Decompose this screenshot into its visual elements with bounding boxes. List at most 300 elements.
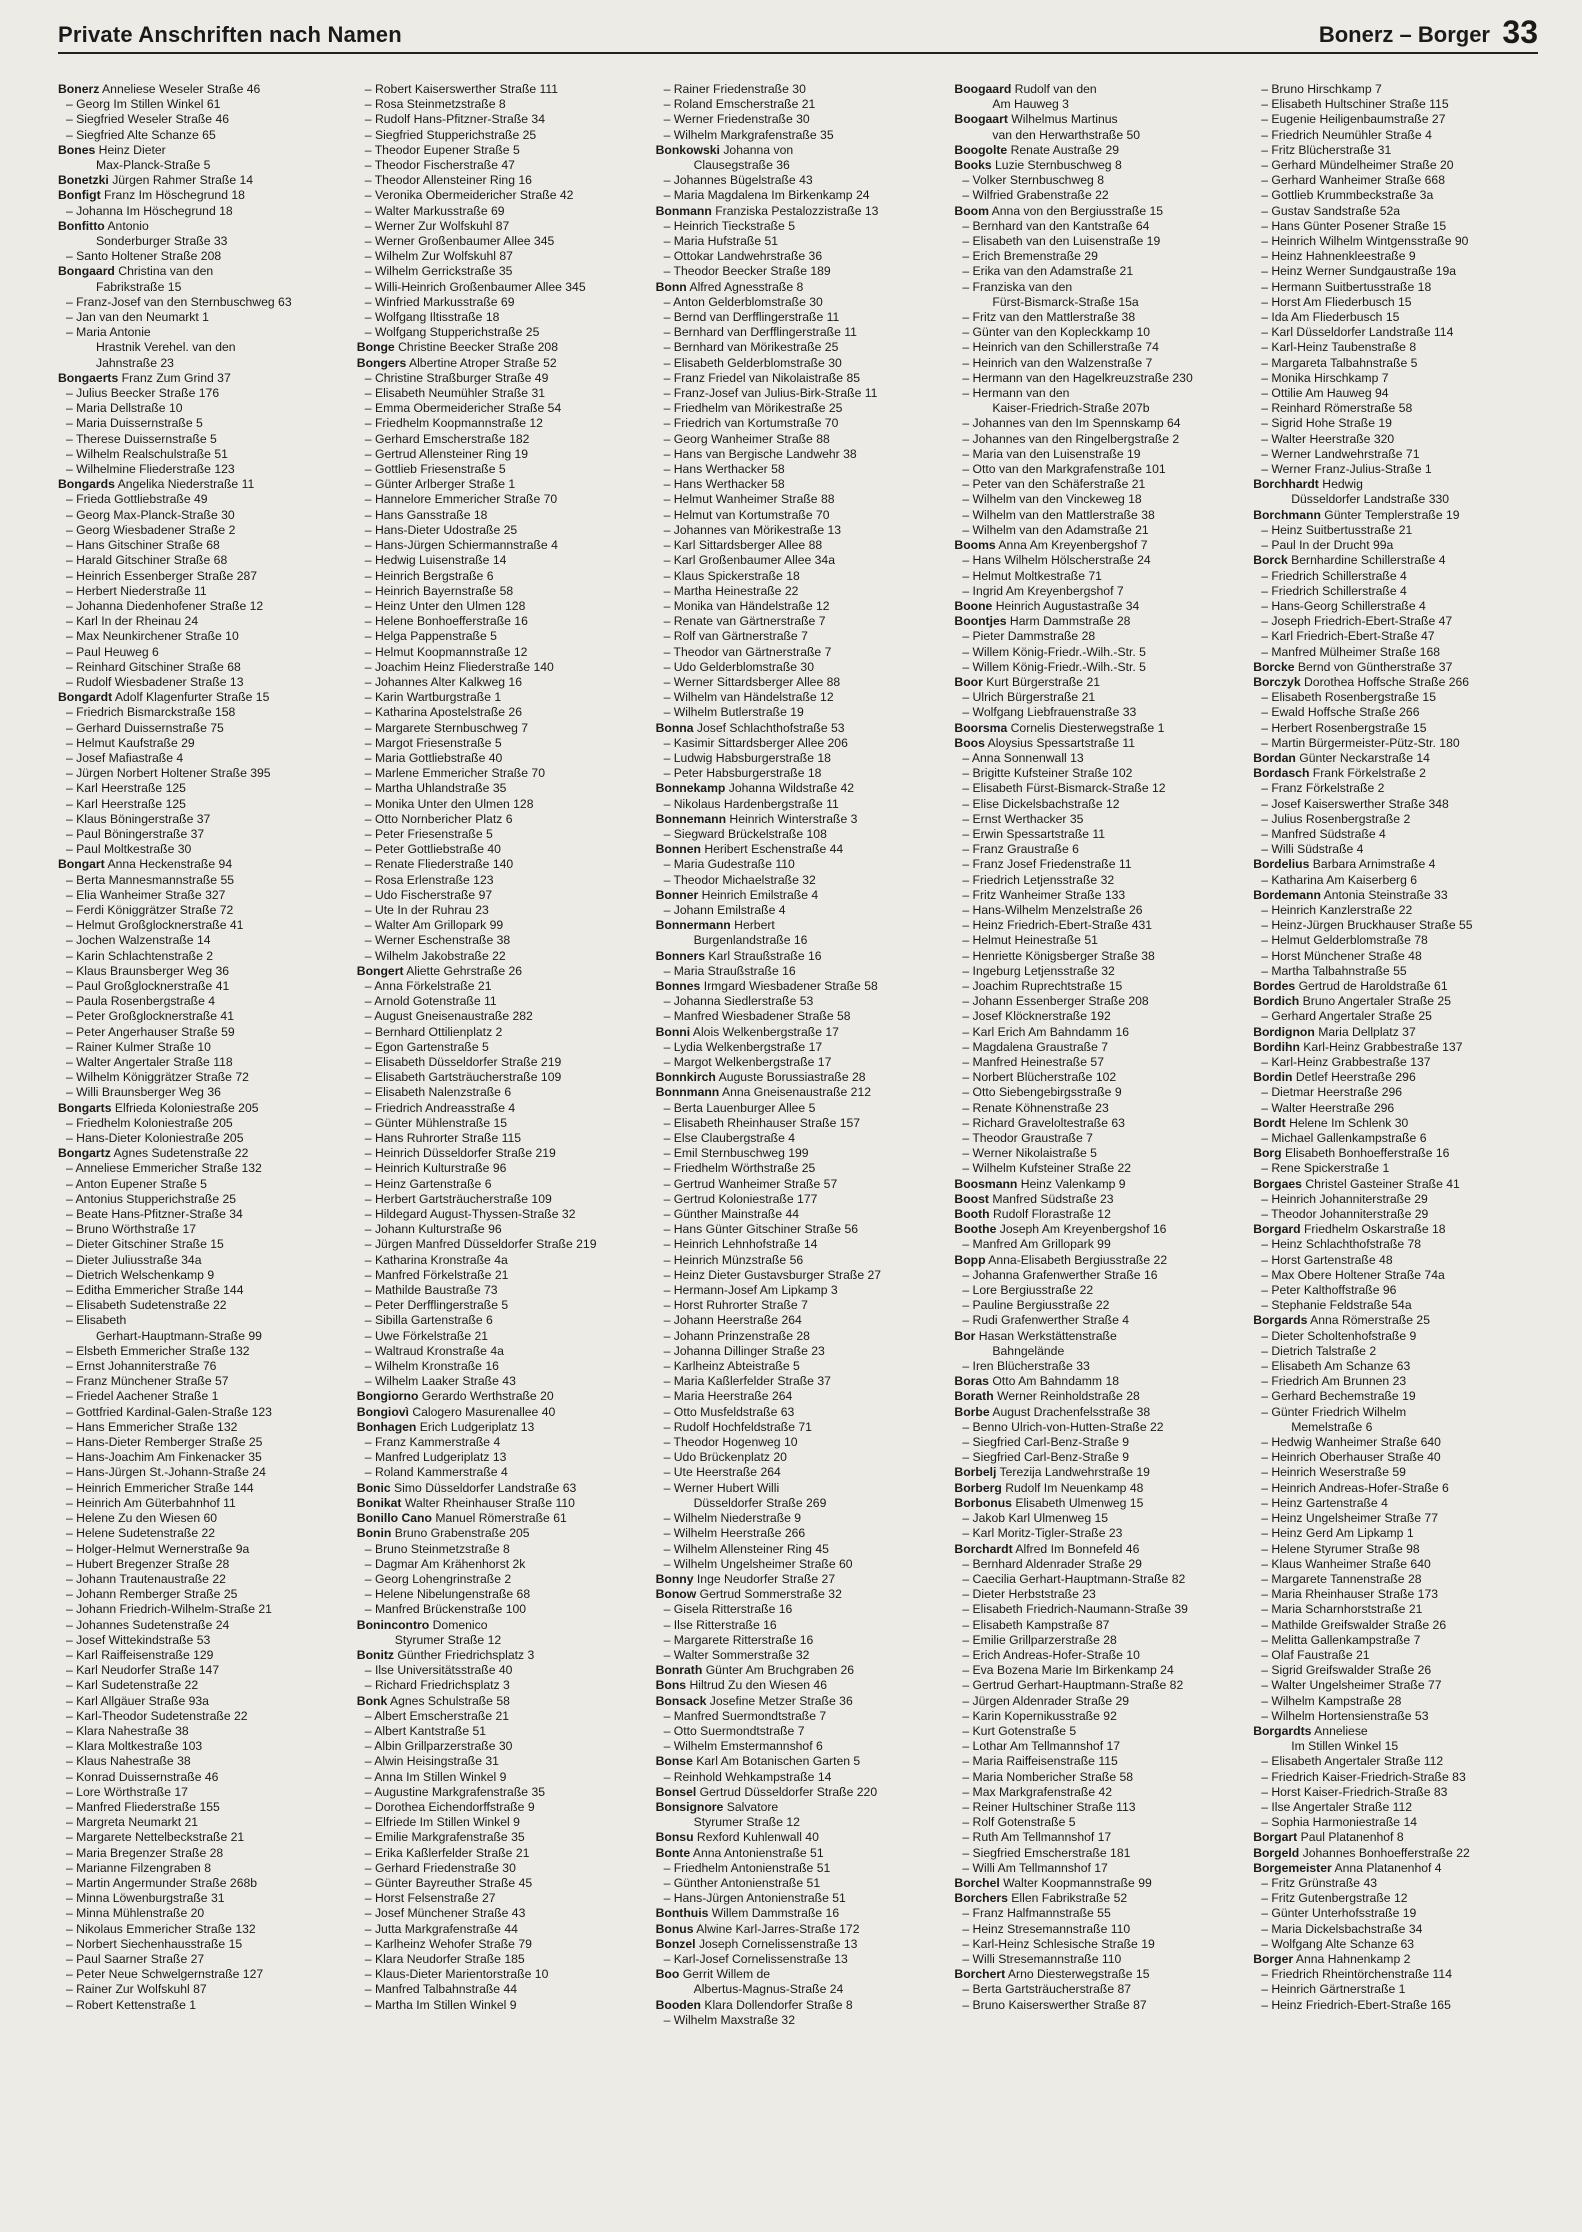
entry-sub: – Walter Angertaler Straße 118 — [66, 1055, 233, 1069]
entry-head — [1253, 1040, 1538, 1055]
entry-sub: – Hans Emmericher Straße 132 — [66, 1419, 238, 1434]
entry-sub: – Friedrich Am Brunnen 23 — [1261, 1374, 1407, 1389]
surname: Borchardt — [954, 1541, 1013, 1556]
entry-head — [1253, 888, 1538, 903]
entry-sub: – Wilhelm Kufsteiner Straße 22 — [962, 1161, 1132, 1176]
entry-sub: – Gertrud Koloniestraße 177 — [663, 1191, 818, 1206]
entry-sub: – Johann Heerstraße 264 — [663, 1313, 802, 1328]
surname: Bonic — [356, 1480, 391, 1495]
entry-sub: – Brigitte Kufsteiner Straße 102 — [962, 766, 1133, 781]
entry-head — [1253, 1313, 1538, 1328]
entry-sub: – Karl Heerstraße 125 — [66, 796, 186, 811]
entry-sub: – Bernhard van den Kantstraße 64 — [962, 218, 1150, 233]
entry-sub: – Paul Böningerstraße 37 — [66, 826, 205, 841]
entry-head — [656, 812, 941, 827]
surname: Bonnemann — [655, 811, 727, 826]
entry-sub: – Theodor Michaelstraße 32 — [663, 872, 816, 887]
entry-sub: – Bruno Kaiserswerther Straße 87 — [962, 1997, 1147, 2012]
surname: Bonte — [655, 1845, 691, 1860]
entry-sub: – Hans-Joachim Am Finkenacker 35 — [66, 1450, 262, 1465]
surname: Borbelj — [954, 1465, 997, 1480]
entry-sub: – Johannes Bügelstraße 43 — [663, 173, 813, 188]
entry-sub: – Karl Sittardsberger Allee 88 — [663, 538, 823, 553]
entry-sub: – Josef Münchener Straße 43 — [364, 1906, 526, 1921]
entry-details: Heinz Valenkamp 9 — [1020, 1176, 1126, 1191]
entry-sub: – Wilhelm Königgrätzer Straße 72 — [66, 1070, 249, 1085]
entry-sub: – Bernd van Derfflingerstraße 11 — [663, 310, 840, 325]
entry-details: Albertine Atroper Straße 52 — [408, 355, 557, 370]
entry-sub: – Martin Bürgermeister-Pütz-Str. 180 — [1261, 735, 1460, 750]
entry-details: Günter Neckarstraße 14 — [1299, 750, 1430, 765]
entry-sub: – Maria Magdalena Im Birkenkamp 24 — [663, 188, 870, 203]
entry-sub: – Fritz Grünstraße 43 — [1261, 1875, 1378, 1890]
entry-sub: – Johann Kulturstraße 96 — [364, 1222, 502, 1237]
entry-details: Barbara Arnimstraße 4 — [1312, 857, 1436, 872]
entry-sub: – Franz-Josef van den Sternbuschweg 63 — [66, 294, 292, 309]
entry-sub: – Elisabeth — [66, 1313, 127, 1328]
surname: Bonna — [655, 720, 694, 735]
surname: Bonse — [655, 1754, 693, 1769]
entry-sub: – Bruno Steinmetzstraße 8 — [364, 1541, 510, 1556]
entry-sub: – Maria Gottliebstraße 40 — [364, 750, 503, 765]
entry-sub: – Johann Prinzenstraße 28 — [663, 1328, 810, 1343]
entry-sub: – Wilhelm Laaker Straße 43 — [364, 1374, 516, 1389]
entry-sub: – Johannes van den Ringelbergstraße 2 — [962, 431, 1180, 446]
entry-details: Antonia Steinstraße 33 — [1323, 887, 1448, 902]
entry-head — [1253, 553, 1538, 568]
entry-sub: – Elisabeth Rosenbergstraße 15 — [1261, 690, 1436, 705]
surname: Bonin — [356, 1526, 392, 1541]
entry-sub: – Martha Im Stillen Winkel 9 — [364, 1997, 517, 2012]
surname: Booth — [954, 1207, 990, 1222]
entry-sub: – Walter Heerstraße 296 — [1261, 1100, 1395, 1115]
entry-sub: – Siegfried Weseler Straße 46 — [66, 112, 230, 127]
entry-sub: – Karl In der Rheinau 24 — [66, 614, 199, 629]
surname: Bonny — [655, 1571, 694, 1586]
entry-sub: – Richard Friedrichsplatz 3 — [364, 1678, 510, 1693]
entry-sub: – Karl Moritz-Tigler-Straße 23 — [962, 1526, 1123, 1541]
entry-head — [954, 1374, 1239, 1389]
entry-head — [954, 158, 1239, 173]
entry-details: Friedhelm Oskarstraße 18 — [1303, 1222, 1446, 1237]
entry-continuation: Kaiser-Friedrich-Straße 207b — [992, 401, 1150, 416]
entry-continuation: Düsseldorfer Straße 269 — [693, 1495, 827, 1510]
entry-details: Gertrud de Haroldstraße 61 — [1298, 978, 1448, 993]
entry-sub: – Jan van den Neumarkt 1 — [66, 310, 209, 325]
entry-sub: – Heinrich Gärtnerstraße 1 — [1261, 1982, 1406, 1997]
entry-sub: – Karl Allgäuer Straße 93a — [66, 1693, 209, 1708]
entry-sub: – Richard Graveloltestraße 63 — [962, 1115, 1125, 1130]
entry-sub: – Bernhard van Derfflingerstraße 11 — [663, 325, 857, 340]
entry-sub: – Ida Am Fliederbusch 15 — [1261, 310, 1400, 325]
entry-sub: – Peter Kalthoffstraße 96 — [1261, 1283, 1397, 1298]
entry-sub: – Otto Suermondtstraße 7 — [663, 1723, 805, 1738]
surname: Bonzel — [655, 1936, 696, 1951]
entry-details: August Drachenfelsstraße 38 — [992, 1404, 1151, 1419]
entry-details: Christine Beecker Straße 208 — [398, 340, 558, 355]
surname: Bons — [655, 1678, 687, 1693]
entry-sub: – Elisabeth Angertaler Straße 112 — [1261, 1754, 1444, 1769]
entry-head — [954, 1192, 1239, 1207]
entry-sub: – Rainer Kulmer Straße 10 — [66, 1039, 211, 1054]
surname: Bongartz — [58, 1146, 111, 1161]
entry-sub: – Heinrich Oberhauser Straße 40 — [1261, 1450, 1441, 1465]
entry-sub: – Melitta Gallenkampstraße 7 — [1261, 1632, 1421, 1647]
entry-sub: – Paul Saarner Straße 27 — [66, 1951, 205, 1966]
entry-sub: – Friedrich van Kortumstraße 70 — [663, 416, 839, 431]
entry-sub: – Helene Sudetenstraße 22 — [66, 1526, 216, 1541]
entry-sub: – Heinz Dieter Gustavsburger Straße 27 — [663, 1267, 882, 1282]
entry-head — [656, 280, 941, 295]
entry-sub: – Siegfried Carl-Benz-Straße 9 — [962, 1450, 1130, 1465]
entry-sub: – Margareta Talbahnstraße 5 — [1261, 355, 1418, 370]
entry-sub: – Renate Köhnenstraße 23 — [962, 1100, 1109, 1115]
entry-details: Agnes Sudetenstraße 22 — [113, 1146, 249, 1161]
entry-sub: – Dieter Juliusstraße 34a — [66, 1252, 202, 1267]
surname: Bonikat — [356, 1495, 402, 1510]
entry-sub: – Siegfried Carl-Benz-Straße 9 — [962, 1435, 1130, 1450]
entry-sub: – Jürgen Manfred Düsseldorfer Straße 219 — [364, 1237, 597, 1252]
entry-head — [656, 143, 941, 158]
entry-head — [656, 1070, 941, 1085]
entry-sub: – Elisabeth Nalenzstraße 6 — [364, 1085, 512, 1100]
surname: Bonus — [655, 1921, 694, 1936]
surname: Borck — [1253, 553, 1288, 568]
entry-details: Johanna Wildstraße 42 — [728, 781, 855, 796]
entry-sub: – Sibilla Gartenstraße 6 — [364, 1313, 493, 1328]
entry-sub: – Theodor Eupener Straße 5 — [364, 142, 520, 157]
entry-head — [954, 204, 1239, 219]
entry-sub: – Herbert Niederstraße 11 — [66, 583, 207, 598]
entry-details: Dorothea Hoffsche Straße 266 — [1304, 674, 1470, 689]
entry-head — [954, 736, 1239, 751]
entry-sub: – Hans Wilhelm Hölscherstraße 24 — [962, 553, 1151, 568]
entry-head — [357, 1526, 642, 1541]
entry-sub: – Klaus Spickerstraße 18 — [663, 568, 800, 583]
entry-sub: – Wilhelmine Fliederstraße 123 — [66, 462, 235, 477]
entry-sub: – Ernst Johanniterstraße 76 — [66, 1359, 217, 1374]
entry-sub: – Pauline Bergiusstraße 22 — [962, 1298, 1110, 1313]
entry-details: Agnes Schulstraße 58 — [389, 1693, 510, 1708]
entry-sub: – Wilhelm Kampstraße 28 — [1261, 1693, 1402, 1708]
entry-sub: – Maria Antonie — [66, 325, 151, 340]
entry-sub: – Ingrid Am Kreyenbergshof 7 — [962, 583, 1124, 598]
entry-sub: – Heinrich van den Schillerstraße 74 — [962, 340, 1159, 355]
entry-sub: – Karl-Josef Cornelissenstraße 13 — [663, 1951, 848, 1966]
entry-sub: – Winfried Markusstraße 69 — [364, 294, 515, 309]
entry-sub: – Jürgen Norbert Holtener Straße 395 — [66, 766, 271, 781]
entry-sub: – Ingeburg Letjensstraße 32 — [962, 963, 1115, 978]
entry-continuation: Düsseldorfer Landstraße 330 — [1291, 492, 1450, 507]
entry-details: Heinrich Augustastraße 34 — [995, 598, 1140, 613]
entry-details: Arno Diesterwegstraße 15 — [1007, 1967, 1150, 1982]
surname: Bonnmann — [655, 1085, 720, 1100]
entry-head — [357, 964, 642, 979]
entry-continuation: Styrumer Straße 12 — [394, 1632, 502, 1647]
entry-sub: – Manfred Wiesbadener Straße 58 — [663, 1009, 851, 1024]
surname: Boogolte — [954, 142, 1008, 157]
entry-sub: – Wilhelm Maxstraße 32 — [663, 2012, 795, 2027]
entry-sub: – Erich Bremenstraße 29 — [962, 249, 1098, 264]
entry-sub: – Friedhelm Antonienstraße 51 — [663, 1860, 831, 1875]
entry-sub: – Wilhelm Gerrickstraße 35 — [364, 264, 513, 279]
entry-sub: – Friedrich Letjensstraße 32 — [962, 872, 1115, 887]
surname: Bongaard — [58, 264, 115, 279]
entry-sub: – Anneliese Emmericher Straße 132 — [66, 1161, 262, 1176]
entry-sub: – Manfred Talbahnstraße 44 — [364, 1982, 518, 1997]
entry-sub: – Monika Hirschkamp 7 — [1261, 370, 1389, 385]
entry-head — [58, 1146, 343, 1161]
entry-sub: – Hans-Dieter Udostraße 25 — [364, 522, 518, 537]
column-3 — [656, 82, 941, 2222]
entry-sub: – Iren Blücherstraße 33 — [962, 1359, 1090, 1374]
entry-sub: – Maria Duissernstraße 5 — [66, 416, 203, 431]
surname: Bonnkirch — [655, 1070, 716, 1085]
entry-details: Gertrud Düsseldorfer Straße 220 — [699, 1784, 878, 1799]
entry-details: Kurt Bürgerstraße 21 — [986, 674, 1101, 689]
entry-sub: – Maria Hufstraße 51 — [663, 234, 779, 249]
surname: Bongarts — [58, 1100, 112, 1115]
entry-details: Anna von den Bergiusstraße 15 — [991, 203, 1164, 218]
entry-sub: – Hedwig Wanheimer Straße 640 — [1261, 1435, 1441, 1450]
entry-details: Terezija Landwehrstraße 19 — [999, 1465, 1150, 1480]
entry-details: Johannes Bonhoefferstraße 22 — [1302, 1845, 1470, 1860]
entry-details: Alfred Agnesstraße 8 — [689, 279, 804, 294]
surname: Books — [954, 158, 992, 173]
entry-sub: – Mathilde Greifswalder Straße 26 — [1261, 1617, 1447, 1632]
entry-sub: – Maria Dellstraße 10 — [66, 401, 183, 416]
entry-sub: – Siegfried Stupperichstraße 25 — [364, 127, 537, 142]
entry-details: Elfrieda Koloniestraße 205 — [114, 1100, 259, 1115]
entry-sub: – Jakob Karl Ulmenweg 15 — [962, 1511, 1109, 1526]
entry-sub: – Rainer Friedenstraße 30 — [663, 82, 806, 96]
entry-sub: – Gerhard Bechemstraße 19 — [1261, 1389, 1416, 1404]
surname: Borbonus — [954, 1495, 1012, 1510]
entry-details: Werner Reinholdstraße 28 — [997, 1389, 1140, 1404]
entry-sub: – Emma Obermeidericher Straße 54 — [364, 401, 562, 416]
entry-sub: – Theodor Allensteiner Ring 16 — [364, 173, 532, 188]
entry-details: Bruno Grabenstraße 205 — [394, 1526, 530, 1541]
entry-continuation: Jahnstraße 23 — [96, 355, 174, 370]
entry-sub: – Rolf Gotenstraße 5 — [962, 1815, 1076, 1830]
entry-sub: – Wilhelm Markgrafenstraße 35 — [663, 127, 834, 142]
entry-sub: – Helmut Moltkestraße 71 — [962, 568, 1102, 583]
entry-sub: – Karl-Theodor Sudetenstraße 22 — [66, 1708, 248, 1723]
entry-sub: – Heinrich Bergstraße 6 — [364, 568, 494, 583]
entry-head — [1253, 766, 1538, 781]
entry-sub: – Heinz Werner Sundgaustraße 19a — [1261, 264, 1457, 279]
entry-head — [656, 888, 941, 903]
entry-sub: – Maria Scharnhorststraße 21 — [1261, 1602, 1423, 1617]
entry-sub: – Waltraud Kronstraße 4a — [364, 1343, 504, 1358]
entry-details: Detlef Heerstraße 296 — [1295, 1070, 1416, 1085]
entry-sub: – Friedrich Schillerstraße 4 — [1261, 568, 1407, 583]
entry-sub: – Bruno Hirschkamp 7 — [1261, 82, 1382, 96]
entry-sub: – Ruth Am Tellmannshof 17 — [962, 1830, 1112, 1845]
column-1 — [58, 82, 343, 2222]
entry-details: Rudolf Florastraße 12 — [992, 1207, 1111, 1222]
entry-sub: – Egon Gartenstraße 5 — [364, 1039, 489, 1054]
entry-sub: – Heinrich Kulturstraße 96 — [364, 1161, 507, 1176]
entry-sub: – Elise Dickelsbachstraße 12 — [962, 796, 1120, 811]
entry-sub: – Maria Gudestraße 110 — [663, 857, 795, 872]
entry-sub: – Nikolaus Emmericher Straße 132 — [66, 1921, 256, 1936]
entry-sub: – Anton Eupener Straße 5 — [66, 1176, 207, 1191]
entry-sub: – Walter Markusstraße 69 — [364, 203, 505, 218]
entry-head — [58, 477, 343, 492]
entry-sub: – Friedhelm Koopmannstraße 12 — [364, 416, 543, 431]
entry-sub: – Maria van den Luisenstraße 19 — [962, 446, 1141, 461]
entry-sub: – Horst Ruhrorter Straße 7 — [663, 1298, 808, 1313]
surname: Bordihn — [1253, 1039, 1300, 1054]
entry-head — [1253, 994, 1538, 1009]
surname: Borchmann — [1253, 507, 1321, 522]
entry-sub: – Rudolf Wiesbadener Straße 13 — [66, 674, 244, 689]
entry-sub: – Werner Eschenstraße 38 — [364, 933, 511, 948]
entry-sub: – Werner Landwehrstraße 71 — [1261, 446, 1420, 461]
entry-head — [1253, 1146, 1538, 1161]
entry-details: Manfred Südstraße 23 — [992, 1191, 1114, 1206]
entry-sub: – Olaf Faustraße 21 — [1261, 1647, 1370, 1662]
entry-sub: – Veronika Obermeidericher Straße 42 — [364, 188, 574, 203]
entry-sub: – Karl Erich Am Bahndamm 16 — [962, 1024, 1130, 1039]
entry-sub: – Helmut Wanheimer Straße 88 — [663, 492, 835, 507]
entry-details: Harm Dammstraße 28 — [1009, 614, 1131, 629]
surname: Boos — [954, 735, 985, 750]
entry-head — [357, 1481, 642, 1496]
entry-sub: – Werner Hubert Willi — [663, 1480, 780, 1495]
entry-sub: – Helene Zu den Wiesen 60 — [66, 1511, 218, 1526]
entry-sub: – Kurt Gotenstraße 5 — [962, 1723, 1077, 1738]
entry-details: Gerrit Willem de — [682, 1967, 771, 1982]
entry-sub: – Margot Friesenstraße 5 — [364, 735, 502, 750]
entry-sub: – Klaus-Dieter Marientorstraße 10 — [364, 1967, 549, 1982]
entry-sub: – Franz Friedel van Nikolaistraße 85 — [663, 370, 861, 385]
surname: Boothe — [954, 1222, 997, 1237]
entry-sub: – Gerhard Duissernstraße 75 — [66, 720, 224, 735]
entry-head — [1253, 1025, 1538, 1040]
entry-head — [656, 204, 941, 219]
entry-sub: – Hannelore Emmericher Straße 70 — [364, 492, 558, 507]
entry-sub: – Johann Friedrich-Wilhelm-Straße 21 — [66, 1602, 272, 1617]
entry-sub: – Santo Holtener Straße 208 — [66, 249, 222, 264]
entry-head — [954, 1253, 1239, 1268]
entry-sub: – Beate Hans-Pfitzner-Straße 34 — [66, 1207, 243, 1222]
entry-head — [1253, 508, 1538, 523]
entry-sub: – Augustine Markgrafenstraße 35 — [364, 1784, 546, 1799]
entry-head — [954, 538, 1239, 553]
entry-sub: – Heinrich Düsseldorfer Straße 219 — [364, 1146, 556, 1161]
entry-sub: – Elsbeth Emmericher Straße 132 — [66, 1343, 250, 1358]
entry-sub: – Willi-Heinrich Großenbaumer Allee 345 — [364, 279, 586, 294]
entry-sub: – Emilie Markgrafenstraße 35 — [364, 1830, 525, 1845]
entry-head — [1253, 1116, 1538, 1131]
entry-sub: – Wilhelm Emstermannshof 6 — [663, 1739, 823, 1754]
entry-details: Johanna von — [723, 142, 794, 157]
entry-sub: – Sigrid Greifswalder Straße 26 — [1261, 1663, 1432, 1678]
surname: Borg — [1253, 1146, 1282, 1161]
entry-sub: – Ludwig Habsburgerstraße 18 — [663, 750, 831, 765]
entry-sub: – Gerhard Wanheimer Straße 668 — [1261, 173, 1445, 188]
surname: Bonhagen — [356, 1419, 417, 1434]
entry-sub: – Heinz Schlachthofstraße 78 — [1261, 1237, 1422, 1252]
entry-sub: – Willi Stresemannstraße 110 — [962, 1951, 1122, 1966]
entry-sub: – Anna Im Stillen Winkel 9 — [364, 1769, 507, 1784]
entry-sub: – Manfred Heinestraße 57 — [962, 1055, 1104, 1069]
surname: Bordin — [1253, 1070, 1293, 1085]
entry-details: Alfred Im Bonnefeld 46 — [1015, 1541, 1140, 1556]
entry-head — [954, 1207, 1239, 1222]
entry-sub: – Maria Dickelsbachstraße 34 — [1261, 1921, 1423, 1936]
entry-sub: – Martin Angermunder Straße 268b — [66, 1875, 258, 1890]
surname: Bonnermann — [655, 918, 731, 933]
entry-details: Domenico — [432, 1617, 488, 1632]
entry-sub: – Günter Unterhofsstraße 19 — [1261, 1906, 1417, 1921]
entry-sub: – Karl Düsseldorfer Landstraße 114 — [1261, 325, 1454, 340]
entry-sub: – Karl-Heinz Grabbestraße 137 — [1261, 1055, 1431, 1069]
entry-sub: – Renate van Gärtnerstraße 7 — [663, 614, 826, 629]
entry-sub: – Karlheinz Abteistraße 5 — [663, 1359, 800, 1374]
entry-head — [954, 1481, 1239, 1496]
entry-sub: – Bernhard Aldenrader Straße 29 — [962, 1556, 1142, 1571]
entry-sub: – Heinz Suitbertusstraße 21 — [1261, 522, 1413, 537]
entry-head — [656, 1663, 941, 1678]
entry-continuation: Albertus-Magnus-Straße 24 — [693, 1982, 844, 1997]
entry-head — [58, 690, 343, 705]
entry-head — [954, 1329, 1239, 1344]
entry-head — [357, 356, 642, 371]
entry-sub: – Minna Löwenburgstraße 31 — [66, 1891, 225, 1906]
entry-sub: – Mathilde Baustraße 73 — [364, 1283, 498, 1298]
entry-sub: – Helene Styrumer Straße 98 — [1261, 1541, 1420, 1556]
entry-details: Antonio — [107, 218, 149, 233]
entry-head — [954, 1967, 1239, 1982]
entry-sub: – Günter Friedrich Wilhelm — [1261, 1404, 1407, 1419]
entry-sub: – Volker Sternbuschweg 8 — [962, 173, 1104, 188]
entry-head — [954, 1405, 1239, 1420]
entry-sub: – Benno Ulrich-von-Hutten-Straße 22 — [962, 1419, 1164, 1434]
entry-sub: – Hans Werthacker 58 — [663, 462, 785, 477]
entry-sub: – Peter Angerhauser Straße 59 — [66, 1024, 235, 1039]
entry-sub: – Heinrich Münzstraße 56 — [663, 1252, 804, 1267]
entry-details: Hedwig — [1322, 477, 1363, 492]
entry-continuation: Burgenlandstraße 16 — [693, 933, 808, 948]
entry-sub: – Klaus Nahestraße 38 — [66, 1754, 191, 1769]
entry-sub: – Erich Andreas-Hofer-Straße 10 — [962, 1647, 1140, 1662]
entry-sub: – Heinrich Essenberger Straße 287 — [66, 568, 258, 583]
surname: Bordelius — [1253, 857, 1310, 872]
entry-sub: – Walter Am Grillopark 99 — [364, 918, 504, 933]
entry-sub: – Wolfgang Liebfrauenstraße 33 — [962, 705, 1137, 720]
surname: Bonow — [655, 1587, 697, 1602]
entry-sub: – Franz Förkelstraße 2 — [1261, 781, 1385, 796]
surname: Bonnen — [655, 842, 701, 857]
surname: Borchel — [954, 1875, 1000, 1890]
surname: Borgemeister — [1253, 1860, 1332, 1875]
surname: Bongardt — [58, 690, 113, 705]
entry-details: Gerardo Werthstraße 20 — [421, 1389, 554, 1404]
entry-sub: – Lore Wörthstraße 17 — [66, 1784, 188, 1799]
entry-head — [357, 1618, 642, 1633]
entry-sub: – Margarete Ritterstraße 16 — [663, 1632, 814, 1647]
entry-sub: – Editha Emmericher Straße 144 — [66, 1283, 244, 1298]
entry-sub: – Roland Emscherstraße 21 — [663, 97, 816, 112]
entry-sub: – Harald Gitschiner Straße 68 — [66, 553, 228, 568]
entry-sub: – Minna Mühlenstraße 20 — [66, 1906, 205, 1921]
entry-sub: – Dagmar Am Krähenhorst 2k — [364, 1556, 526, 1571]
entry-sub: – Karl Sudetenstraße 22 — [66, 1678, 199, 1693]
entry-sub: – Udo Gelderblomstraße 30 — [663, 659, 814, 674]
